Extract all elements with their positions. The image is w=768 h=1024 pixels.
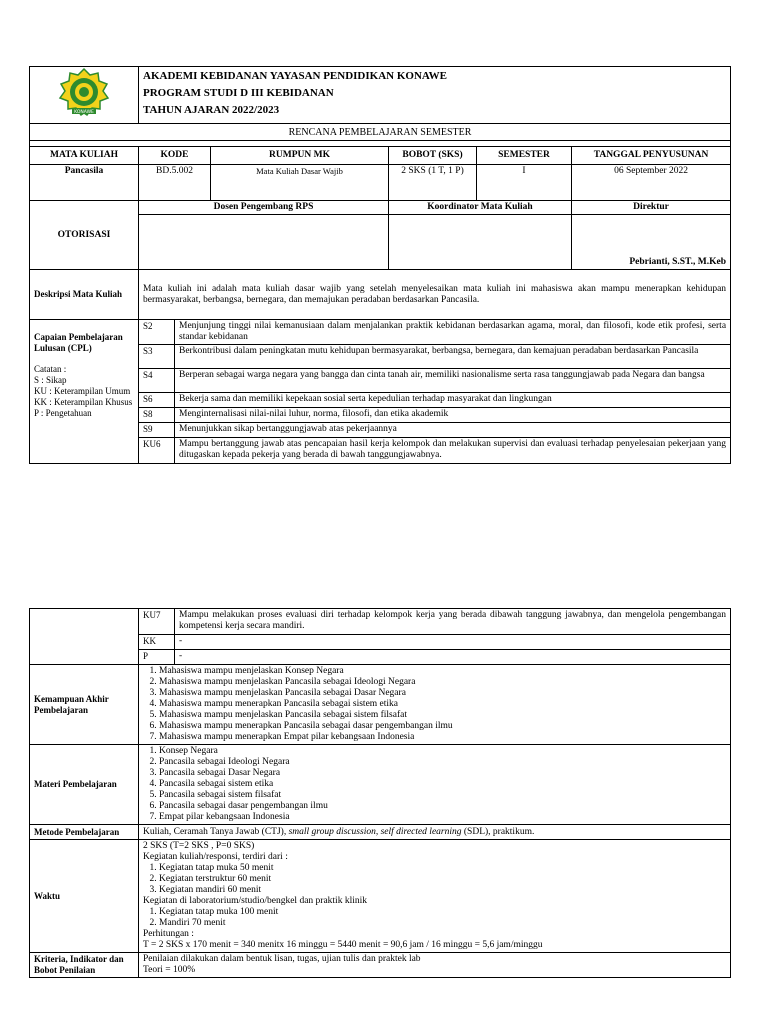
list-item: 5. Pancasila sebagai sistem filsafat — [159, 790, 726, 801]
cpl-text: Menjunjung tinggi nilai kemanusiaan dalam menjalankan praktik kebidanan berdasarkan agama, moral, dan filosofi, kode etik profesi, serta standar kebidanan — [175, 320, 731, 345]
list-item: 7. Mahasiswa mampu menerapkan Empat pilar kebangsaan Indonesia — [159, 732, 726, 743]
cpl-text: Berperan sebagai warga negara yang bangga dan cinta tanah air, memiliki nasionalisme serta rasa tanggungjawab pada Negara dan bangsa — [175, 369, 731, 393]
cpl-code: S3 — [139, 345, 175, 369]
cpl-cont-label-cell — [30, 609, 139, 665]
koordinator-label: Koordinator Mata Kuliah — [389, 201, 572, 215]
waktu-cell — [139, 840, 731, 953]
cpl-code: S9 — [139, 423, 175, 438]
cpl-code: S6 — [139, 393, 175, 408]
cpl-note-p: P : Pengetahuan — [34, 408, 92, 418]
institution-name: AKADEMI KEBIDANAN YAYASAN PENDIDIKAN KONAWE — [143, 70, 447, 82]
deskripsi-label: Deskripsi Mata Kuliah — [30, 270, 139, 320]
cpl-text: Bekerja sama dan memiliki kepekaan sosial serta kepedulian terhadap masyarakat dan lingkungan — [175, 393, 731, 408]
list-item: 1. Mahasiswa mampu menjelaskan Konsep Negara — [159, 666, 726, 677]
list-item: 3. Kegiatan mandiri 60 menit — [159, 885, 726, 896]
cpl-note-kk: KK : Keterampilan Khusus — [34, 397, 133, 407]
list-item: 1. Kegiatan tatap muka 100 menit — [159, 907, 726, 918]
metode-text-a: Kuliah, Ceramah Tanya Jawab (CTJ), — [143, 826, 289, 837]
document-title: RENCANA PEMBELAJARAN SEMESTER — [30, 124, 731, 141]
cpl-code: KK — [139, 635, 175, 650]
label-kode: KODE — [139, 147, 211, 165]
direktur-name: Pebrianti, S.ST., M.Keb — [572, 215, 731, 270]
list-item: 4. Mahasiswa mampu menerapkan Pancasila sebagai sistem etika — [159, 699, 726, 710]
cpl-catatan: Catatan : — [34, 364, 67, 374]
materi-list-cell — [139, 745, 731, 825]
waktu-label: Waktu — [30, 840, 139, 953]
waktu-list-2 — [143, 907, 726, 929]
cpl-code: KU6 — [139, 438, 175, 464]
list-item: 2. Mahasiswa mampu menjelaskan Pancasila sebagai Ideologi Negara — [159, 677, 726, 688]
value-tanggal: 06 September 2022 — [572, 165, 731, 201]
cpl-text: - — [175, 635, 731, 650]
kriteria-cell — [139, 953, 731, 978]
cpl-text: Mampu melakukan proses evaluasi diri terhadap kelompok kerja yang berada dibawah tanggung jawabnya, dan mengelola pengembangan kompetensi kerja secara mandiri. — [175, 609, 731, 635]
value-semester: I — [477, 165, 572, 201]
list-item: 4. Pancasila sebagai sistem etika — [159, 779, 726, 790]
list-item: 1. Kegiatan tatap muka 50 menit — [159, 863, 726, 874]
institution-logo-cell — [30, 67, 139, 124]
materi-list — [143, 746, 726, 823]
cpl-note-ku: KU : Keterampilan Umum — [34, 386, 131, 396]
cpl-code: P — [139, 650, 175, 665]
rps-continuation-table — [29, 608, 731, 978]
list-item: 2. Pancasila sebagai Ideologi Negara — [159, 757, 726, 768]
list-item: 6. Mahasiswa mampu menerapkan Pancasila sebagai dasar pengembangan ilmu — [159, 721, 726, 732]
cpl-note-s: S : Sikap — [34, 375, 67, 385]
cpl-text: Menginternalisasi nilai-nilai luhur, norma, filosofi, dan etika akademik — [175, 408, 731, 423]
cpl-label: Capaian Pembelajaran Lulusan (CPL) — [34, 332, 123, 353]
list-item: 3. Pancasila sebagai Dasar Negara — [159, 768, 726, 779]
cpl-text: Berkontribusi dalam peningkatan mutu kehidupan bermasyarakat, berbangsa, bernegara, dan kemajuan peradaban berdasarkan Pancasila — [175, 345, 731, 369]
waktu-line: Kegiatan di laboratorium/studio/bengkel dan praktik klinik — [143, 896, 367, 906]
dosen-signature — [139, 215, 389, 270]
waktu-line: Perhitungan : — [143, 929, 194, 939]
waktu-list-1 — [143, 863, 726, 896]
waktu-line: 2 SKS (T=2 SKS , P=0 SKS) — [143, 841, 255, 851]
metode-text — [139, 825, 731, 840]
kemampuan-label: Kemampuan Akhir Pembelajaran — [30, 665, 139, 745]
cpl-code: KU7 — [139, 609, 175, 635]
materi-label: Materi Pembelajaran — [30, 745, 139, 825]
metode-text-b: (SDL), praktikum. — [461, 826, 535, 837]
program-name: PROGRAM STUDI D III KEBIDANAN — [143, 87, 334, 99]
institution-logo — [52, 67, 116, 119]
label-semester: SEMESTER — [477, 147, 572, 165]
label-tanggal: TANGGAL PENYUSUNAN — [572, 147, 731, 165]
header-title-cell — [139, 67, 731, 124]
waktu-line: T = 2 SKS x 170 menit = 340 menitx 16 minggu = 5440 menit = 90,6 jam / 16 minggu = 5,6 jam/minggu — [143, 940, 543, 950]
kemampuan-list — [143, 666, 726, 743]
label-mata-kuliah: MATA KULIAH — [30, 147, 139, 165]
kemampuan-list-cell — [139, 665, 731, 745]
koordinator-signature — [389, 215, 572, 270]
deskripsi-text: Mata kuliah ini adalah mata kuliah dasar wajib yang setelah menyelesaikan mata kuliah ini mahasiswa akan mampu menerapkan kehidupan bermasyarakat, berbangsa, bernegara, dan memajukan peradaban berdasarkan Pancasila. — [139, 270, 731, 320]
otorisasi-label: OTORISASI — [30, 201, 139, 270]
list-item: 2. Kegiatan terstruktur 60 menit — [159, 874, 726, 885]
svg-text:KONAWE: KONAWE — [74, 110, 94, 115]
list-item: 1. Konsep Negara — [159, 746, 726, 757]
cpl-text: - — [175, 650, 731, 665]
list-item: 5. Mahasiswa mampu menjelaskan Pancasila sebagai sistem filsafat — [159, 710, 726, 721]
academic-year: TAHUN AJARAN 2022/2023 — [143, 104, 280, 116]
dosen-pengembang-label: Dosen Pengembang RPS — [139, 201, 389, 215]
cpl-code: S2 — [139, 320, 175, 345]
metode-text-italic: small group discussion, self directed learning — [288, 826, 462, 837]
list-item: 7. Empat pilar kebangsaan Indonesia — [159, 812, 726, 823]
direktur-label: Direktur — [572, 201, 731, 215]
label-bobot: BOBOT (SKS) — [389, 147, 477, 165]
cpl-label-cell — [30, 320, 139, 464]
cpl-code: S8 — [139, 408, 175, 423]
kriteria-line: Teori = 100% — [143, 965, 196, 975]
list-item: 2. Mandiri 70 menit — [159, 918, 726, 929]
cpl-code: S4 — [139, 369, 175, 393]
list-item: 3. Mahasiswa mampu menjelaskan Pancasila sebagai Dasar Negara — [159, 688, 726, 699]
kriteria-label: Kriteria, Indikator dan Bobot Penilaian — [30, 953, 139, 978]
value-bobot: 2 SKS (1 T, 1 P) — [389, 165, 477, 201]
cpl-text: Menunjukkan sikap bertanggungjawab atas pekerjaannya — [175, 423, 731, 438]
value-kode: BD.5.002 — [139, 165, 211, 201]
cpl-text: Mampu bertanggung jawab atas pencapaian hasil kerja kelompok dan melakukan supervisi dan evaluasi terhadap penyelesaian pekerjaan yang ditugaskan kepada pekerja yang berada di bawah tanggungjawabnya. — [175, 438, 731, 464]
kriteria-line: Penilaian dilakukan dalam bentuk lisan, tugas, ujian tulis dan praktek lab — [143, 954, 421, 964]
rps-header-table — [29, 66, 731, 464]
list-item: 6. Pancasila sebagai dasar pengembangan ilmu — [159, 801, 726, 812]
label-rumpun: RUMPUN MK — [211, 147, 389, 165]
metode-label: Metode Pembelajaran — [30, 825, 139, 840]
waktu-line: Kegiatan kuliah/responsi, terdiri dari : — [143, 852, 288, 862]
value-rumpun: Mata Kuliah Dasar Wajib — [211, 165, 389, 201]
value-mata-kuliah: Pancasila — [30, 165, 139, 201]
